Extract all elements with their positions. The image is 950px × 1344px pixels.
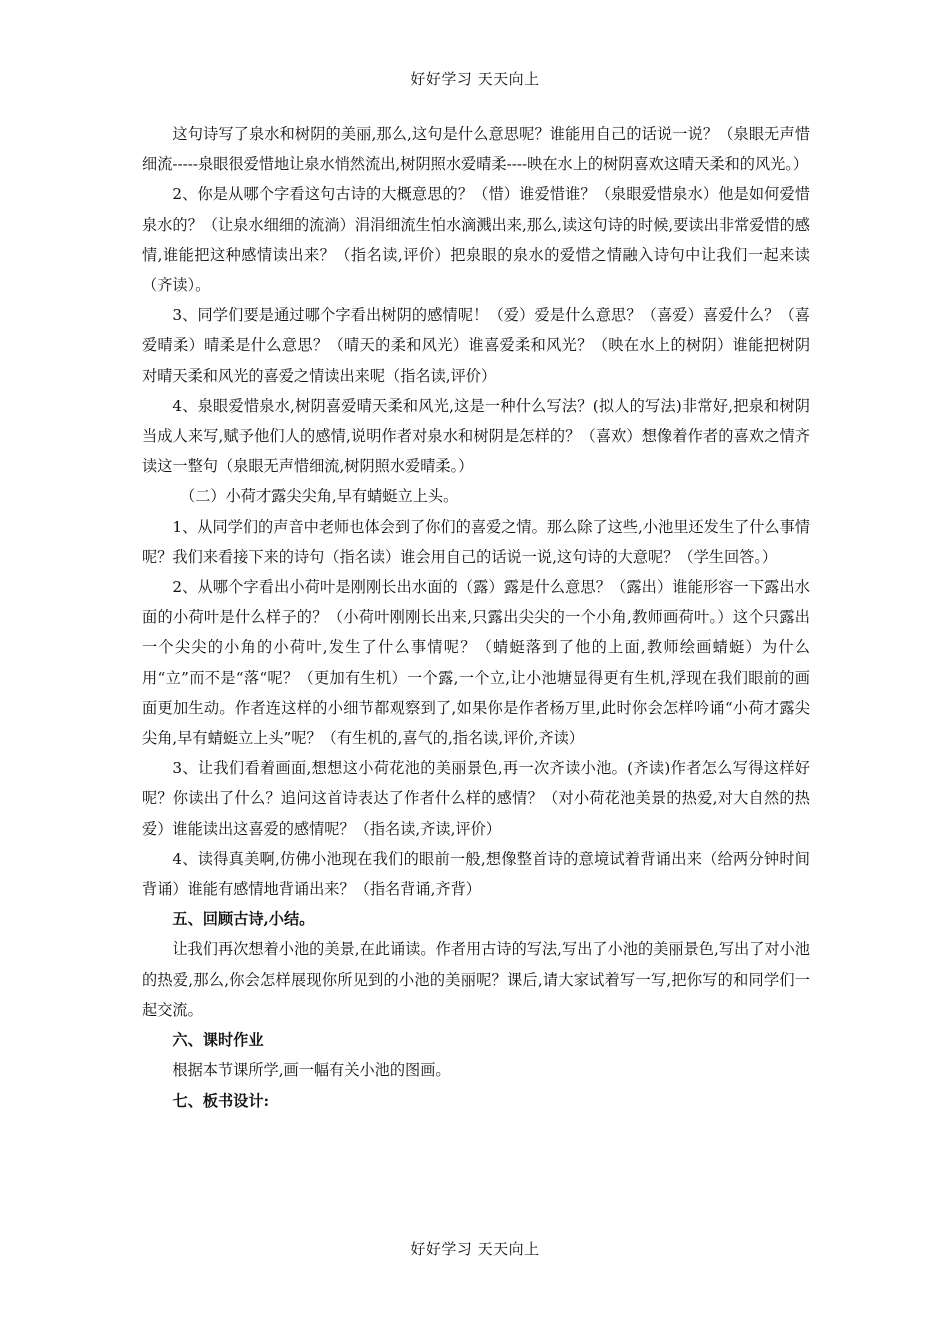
section-heading-review: 五、回顾古诗,小结。 xyxy=(172,910,315,929)
section-heading-homework: 六、课时作业 xyxy=(172,1031,264,1050)
paragraph-homework: 根据本节课所学,画一幅有关小池的图画。 xyxy=(172,1061,451,1080)
paragraph-cherish-word: 2、你是从哪个字看这句古诗的大概意思的？（惜）谁爱惜谁？（泉眼爱惜泉水）他是如何爱惜泉水的？（让泉水细细的流淌）涓涓细流生怕水滴溅出来,那么,读这句诗的时候,要读出非常爱惜的感情,谁能把这种感情读出来？（指名读,评价）把泉眼的泉水的爱惜之情融入诗句中让我们一起来读（齐读）。 xyxy=(142,185,810,295)
paragraph-review: 让我们再次想着小池的美景,在此诵读。作者用古诗的写法,写出了小池的美丽景色,写出了对小池的热爱,那么,你会怎样展现你所见到的小池的美丽呢？课后,请大家试着写一写,把你写的和同学们一起交流。 xyxy=(142,940,810,1019)
paragraph-lotus-meaning: 1、从同学们的声音中老师也体会到了你们的喜爱之情。那么除了这些,小池里还发生了什么事情呢？我们来看接下来的诗句（指名读）谁会用自己的话说一说,这句诗的大意呢？（学生回答。） xyxy=(142,517,810,566)
paragraph-love-word: 3、同学们要是通过哪个字看出树阴的感情呢！（爱）爱是什么意思？（喜爱）喜爱什么？（喜爱晴柔）晴柔是什么意思？（晴天的柔和风光）谁喜爱柔和风光？（映在水上的树阴）谁能把树阴对晴天柔和风光的喜爱之情读出来呢（指名读,评价） xyxy=(142,306,810,385)
paragraph-lotus-reveal: 2、从哪个字看出小荷叶是刚刚长出水面的（露）露是什么意思？（露出）谁能形容一下露出水面的小荷叶是什么样子的？（小荷叶刚刚长出来,只露出尖尖的一个小角,教师画荷叶。）这个只露出一个尖尖的小角的小荷叶,发生了什么事情呢？（蜻蜓落到了他的上面,教师绘画蜻蜓）为什么用“立”而不是“落“呢？（更加有生机）一个露,一个立,让小池塘显得更有生机,浮现在我们眼前的画面更加生动。作者连这样的小细节都观察到了,如果你是作者杨万里,此时你会怎样吟诵“小荷才露尖尖角,早有蜻蜓立上头”呢？（有生机的,喜气的,指名读,评价,齐读） xyxy=(142,578,810,748)
paragraph-spring-meaning: 这句诗写了泉水和树阴的美丽,那么,这句是什么意思呢？谁能用自己的话说一说？（泉眼无声惜细流-----泉眼很爱惜地让泉水悄然流出,树阴照水爱晴柔----映在水上的树阴喜欢这晴天柔和的风光。） xyxy=(142,125,810,174)
paragraph-whole-poem-feeling: 3、让我们看着画面,想想这小荷花池的美丽景色,再一次齐读小池。(齐读)作者怎么写得这样好呢？你读出了什么？追问这首诗表达了作者什么样的感情？（对小荷花池美景的热爱,对大自然的热爱）谁能读出这喜爱的感情呢？（指名读,齐读,评价） xyxy=(142,759,810,838)
paragraph-recite: 4、读得真美啊,仿佛小池现在我们的眼前一般,想像整首诗的意境试着背诵出来（给两分钟时间背诵）谁能有感情地背诵出来？（指名背诵,齐背） xyxy=(142,849,810,899)
section-heading-lotus-line: （二）小荷才露尖尖角,早有蜻蜓立上头。 xyxy=(180,487,459,506)
paragraph-personification: 4、泉眼爱惜泉水,树阴喜爱晴天柔和风光,这是一种什么写法？(拟人的写法)非常好,把泉和树阴当成人来写,赋予他们人的感情,说明作者对泉水和树阴是怎样的？（喜欢）想像着作者的喜欢之情齐读这一整句（泉眼无声惜细流,树阴照水爱晴柔。） xyxy=(142,396,810,476)
page-header: 好好学习 天天向上 xyxy=(410,70,540,88)
page-footer: 好好学习 天天向上 xyxy=(410,1240,540,1258)
document-body xyxy=(142,119,810,1116)
section-heading-board-design: 七、板书设计: xyxy=(172,1091,270,1110)
